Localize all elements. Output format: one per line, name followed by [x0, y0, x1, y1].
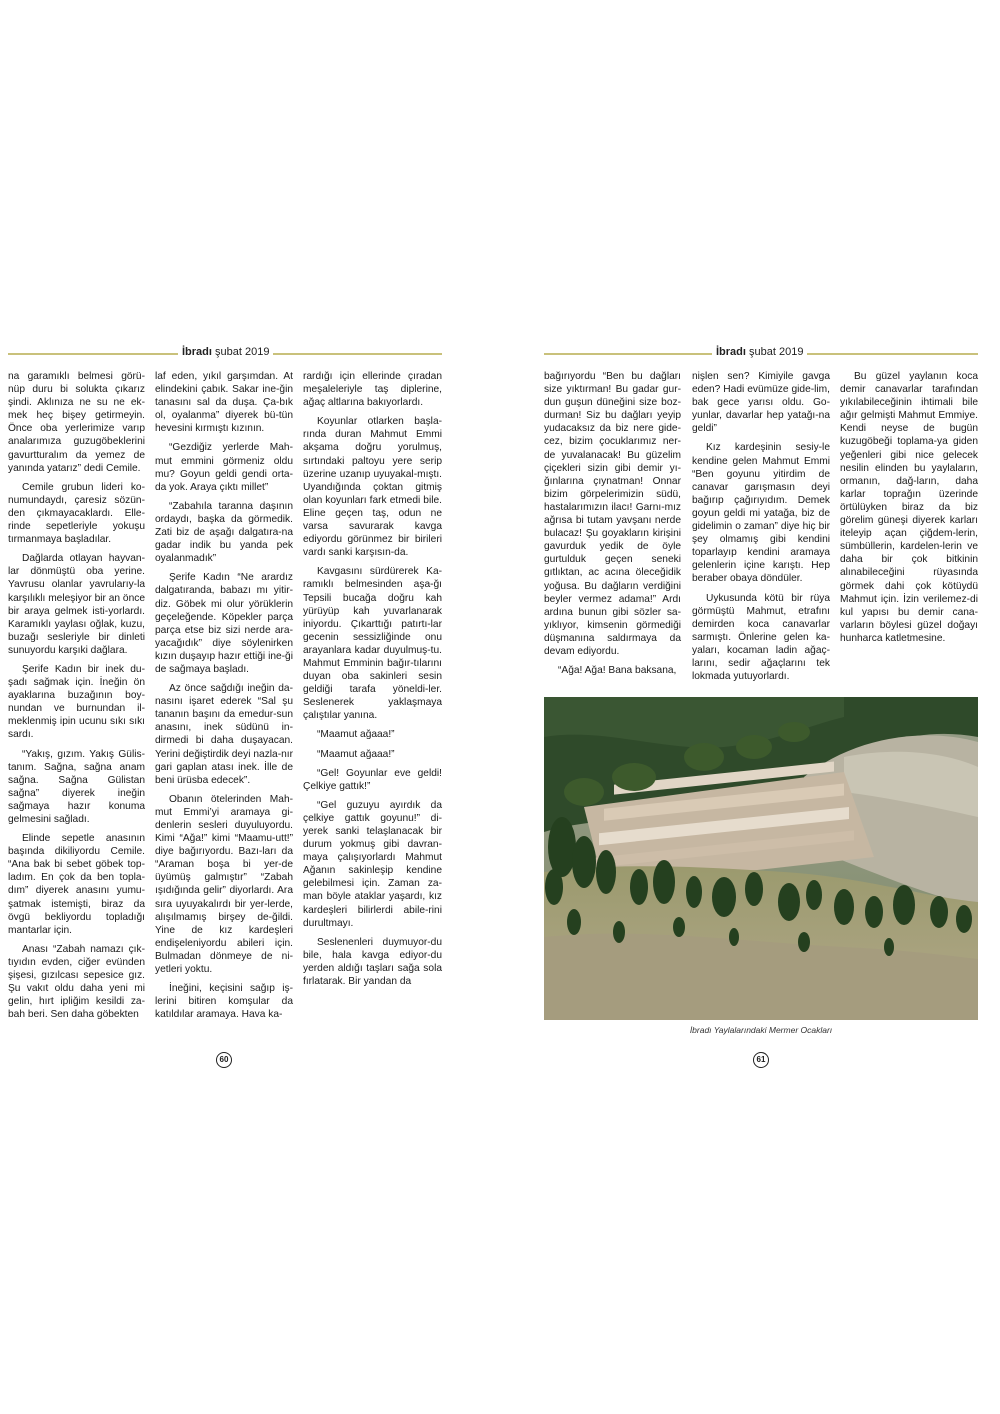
paragraph: Bu güzel yaylanın koca demir canavarlar tarafından yıkılabileceğinin ihtimali bile ağır gelmişti Mahmut Emmiye. Kendi neyse de bugün kuzugöbeği toplama-ya giden yeğenleri gibi nice gelecek nesilin elinden bu yaylaların, ormanın, dağ-ların, daha karlar toprağın üzerinde örtülüyken biraz da biz görelim güneşi diyerek karları iteleyip açan çiğdem-lerin, sümbüllerin, kardelen-lerin ve daha bir çok bitkinin alınabileceğini rüyasında görmek dahi çok kötüydü Mahmut için. İzin verilemez-di kul yapısı bu demir cana-varların böylesi güzel doğayı hunharca katletmesine.	[840, 371, 978, 644]
paragraph: Seslenenleri duymuyor-du bile, hala kavga ediyor-du yerden aldığı taşları sağa sola fırlatarak. Bir yandan da	[303, 936, 442, 988]
paragraph: Anası “Zabah namazı çık-tıyıdın evden, ciğer evünden şişesi, gızılcası sepesice gız. Şu vakıt oldu daha yeni mi gelin, hırt ipliğim kesildi za-bah beri. Sen daha göbekten	[8, 943, 145, 1021]
paragraph: Az önce sağdığı ineğin da-nasını işaret ederek “Sal şu tananın başını da emedur-sun anasını, inek südünü in-dirmedi bi daha duşayacan. Yerini değiştirdik deyi nazla-nır gari gaplan atası inek. İlle de beni ürüsba edecek”.	[155, 683, 293, 786]
issue-date: şubat 2019	[749, 346, 804, 358]
paragraph: “Maamut ağaaa!”	[317, 729, 395, 741]
text-column-1	[544, 370, 681, 683]
paragraph: rardığı için ellerinde çıradan meşaleleriyle taş diplerine, ağaç altlarına bakıyorlardı.	[303, 371, 442, 409]
paragraph: Uykusunda kötü bir rüya görmüştü Mahmut, etrafını demirden koca canavarlar sarmıştı. Önlerine gelen ka-yaları, kocaman ladin ağaç-larını, sedir ağaçlarını tek lokmada yutuyorlardı.	[692, 592, 830, 683]
paragraph: “Maamut ağaaa!”	[317, 748, 395, 760]
paragraph: Elinde sepetle anasının başında dikiliyordu Cemile. “Ana bak bi sebet göbek top-ladım. En çok da ben topla-dım” diyerek anasını yumu-şatmak istemişti, biraz da övgü bekliyordu topladığı mantarlar için.	[8, 833, 145, 936]
text-column-3	[840, 370, 978, 651]
quarry-photo	[544, 697, 978, 1020]
paragraph: Dağlarda otlayan hayvan-lar dönmüştü oba yerine. Yavrusu olanlar yavrularıy-la karşılıklı meleşiyor bir an önce bir araya gelmek isti-yorlardı. Karamıklı yaylası oğlak, kuzu, buzağı sesleriyle bir dinleti sunuyordu karşıki dağlara.	[8, 553, 146, 656]
page-number: 61	[753, 1052, 769, 1068]
text-column-2	[155, 370, 293, 1027]
right-page-header	[544, 345, 978, 359]
header-label	[712, 345, 807, 359]
header-label	[178, 345, 273, 359]
paragraph: na garamıklı belmesi görü-nüp duru bi solukta çıkarız şindi. Aklınıza ne su ne ek-mek heç bişey getirmeyin. Önce oba yerlerimize varıp analarımıza guzugöbeklerini gavurtturalım da yemez de yanında yatarız” dedi Cemile.	[8, 371, 145, 474]
paragraph: Şerife Kadın “Ne arardız dalgatıranda, babazı mı yitir-diz. Göbek mi olur yörüklerin geçeleğende. Köpekler parça parça etse biz sizi nerde ara-yacağıdık” diye söylenirken kızın duşayıp hazır ettiği ine-ği de sağmaya başladı.	[155, 572, 293, 675]
issue-date: şubat 2019	[215, 346, 270, 358]
magazine-title: İbradı	[716, 346, 746, 358]
page-number: 60	[216, 1052, 232, 1068]
magazine-title: İbradı	[182, 346, 212, 358]
text-column-3	[303, 370, 442, 994]
paragraph: Koyunlar otlarken başla-rında duran Mahmut Emmi akşama doğru yorulmuş, sırtındaki paltoyu yere serip üzerine uzanıp uyuyakal-mıştı. Uyandığında çoktan gitmiş olan koyunları fark etmedi bile. Eline geçen taş, odun ne varsa savurarak kavga ediyordu görünmez bir birileri vardı sanki karşısın-da.	[303, 416, 442, 559]
paragraph: Kavgasını sürdürerek Ka-ramıklı belmesinden aşa-ğı Tepsili bucağa doğru kah yürüyüp kah yuvarlanarak iniyordu. Çıkarttığı patırtı-lar gecenin sessizliğinde onu arayanlara kadar duyulmuş-tu. Mahmut Emminin bağır-tılarını duyan oba sakinleri sesin geldiği tarafa yöneldi-ler. Seslenerek yaklaşmaya çalıştılar yanına.	[303, 566, 442, 722]
paragraph: “Gel guzuyu ayırdık da çelkiye gattık goyunu!” di-yerek sanki telaşlanacak bir durum yokmuş gibi davran-maya çalışıyorlardı Mahmut Ağanın sakinleşip kendine gelebilmesi için. Zaman za-man böyle ataklar yaşardı, kız kardeşleri bilirlerdi abile-rini durultmayı.	[303, 799, 442, 929]
paragraph: İneğini, keçisini sağıp iş-lerini bitiren komşular da katıldılar aramaya. Hava ka-	[155, 983, 293, 1021]
paragraph: Kız kardeşinin sesiy-le kendine gelen Mahmut Emmi “Ben goyunu yitirdim de canavar garışmasın deyi bağırıp çağırıyıdım. Demek goyun geldi mi yatağa, biz de gidelimin o zaman” diye hiç bir şey olmamış gibi kendini toparlayıp kendini aramaya gelenlerin içine karıştı. Hep beraber obaya döndüler.	[692, 442, 830, 585]
paragraph: bağırıyordu “Ben bu dağları size yıktırman! Bu gadar gur-dun guşun düneğini size boz-durman! Siz bu dağları yeyip yudacaksız da biz nere gide-cez, bizim çocuklarımız ner-de yuvalanacak! Bu güzelim çiçekleri sizin gibi demir yı-ğınlarına çıynatman! Onnar bizim görpelerimizin südü, hastalarımızın ilacı! Garnı-mız ağrısa bi tutam yavşanı nerde bulacaz! Şu goyakların kirişini gavurduk yedik de öyle gurtulduk geçen seneki gıtlıktan, ac acına öleceğidik yoğusa. Bu dağların verdiğini beyler vermez adama!” Ardı ardına bunun gibi sözler sa-yıklıyor, kimsenin görmediği düşmanına saldırmaya da devam ediyordu.	[544, 371, 681, 657]
paragraph: “Ağa! Ağa! Bana baksana,	[558, 665, 677, 677]
paragraph: “Gezdiğiz yerlerde Mah-mut emmini görmeniz oldu mu? Goyun geldi gendi orta-da yok. Araya çıktı millet”	[155, 442, 293, 493]
paragraph: nişlen sen? Kimiyile gavga eden? Hadi evümüze gide-lim, bak gece yarısı oldu. Go-yunlar, davarlar hep yatağı-na geldi”	[692, 371, 830, 435]
photo-caption: İbradı Yaylalarındaki Mermer Ocakları	[689, 1025, 833, 1035]
paragraph: laf eden, yıkıl garşımdan. At elindekini çabık. Sakar ine-ğin tanasını sal da duşa. Ça-bık ol, oyalanma” diyerek bü-tün hevesini kırmıştı kızının.	[155, 371, 293, 435]
paragraph: “Gel! Goyunlar eve geldi! Çelkiye gattık!”	[303, 767, 442, 792]
left-page-header	[8, 345, 442, 359]
text-column-1	[8, 370, 145, 1027]
paragraph: Obanın ötelerinden Mah-mut Emmi’yi aramaya gi-denlerin sesleri duyuluyordu. Kimi “Ağa!” kimi “Maamu-utt!” diye bağırıyordu. Bazı-ları da “Araman boşa bi yer-de üyümüş galmıştır” “Zabah ışıdığında gelir” diyorlardı. Ara sıra uyuyakalırdı bir yer-lerde, alışılmamış birşey de-ğildi. Yine de kız kardeşleri endişeleniyordu abileri için. Bulmadan dönmeye de ni-yetleri yoktu.	[155, 793, 293, 976]
paragraph: Şerife Kadın bir inek du-şadı sağmak için. İneğin ön ayaklarına buzağının boy-nundan ve burnundan il-meklenmiş ipin ucunu sıkı sıkı sardı.	[8, 663, 145, 741]
text-column-2	[692, 370, 830, 689]
quarry-landscape-image	[544, 697, 978, 1020]
paragraph: “Yakış, gızım. Yakış Gülis-tanım. Sağna, sağna anam sağna. Sağna Gülistan sağna” diyerek ineğin sağmaya hazır konuma gelmesini sağladı.	[8, 748, 145, 825]
paragraph: Cemile grubun lideri ko-numundaydı, çaresiz sözün-den çıkmayacaklardı. Elle-rinde sepetleriyle yokuşu tırmanmaya başladılar.	[8, 481, 145, 546]
paragraph: “Zabahıla taranna daşının ordaydı, başka da görmedik. Zati biz de aşağı dalgatıra-na gadar indik bu yanda pek oyalanmadık”	[155, 500, 293, 565]
